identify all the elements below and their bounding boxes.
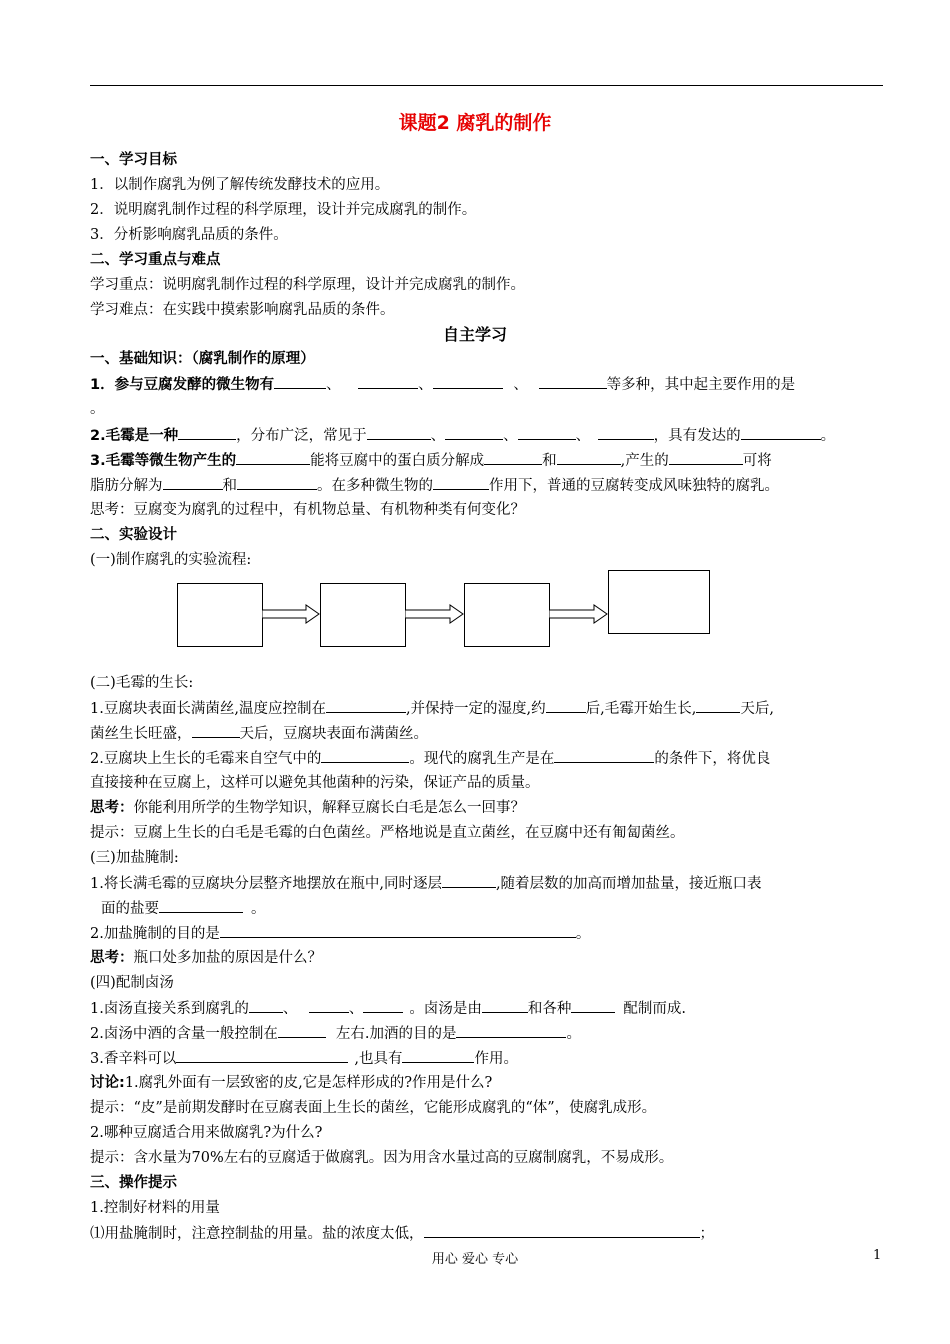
difficulty-text: 学习难点：在实践中摸索影响腐乳品质的条件。 (90, 302, 395, 318)
discuss-2: 2.哪种豆腐适合用来做腐乳?为什么? (90, 1125, 323, 1141)
blank[interactable] (220, 922, 576, 938)
footer-text: 用心 爱心 专心 (431, 1252, 519, 1267)
hint-1: 提示：豆腐上生长的白毛是毛霉的白色菌丝。严格地说是直立菌丝，在豆腐中还有匍匐菌丝。 (90, 825, 685, 841)
blank[interactable] (518, 424, 576, 440)
blank[interactable] (571, 997, 615, 1013)
blank[interactable] (278, 1022, 326, 1038)
think-2: 思考：你能利用所学的生物学知识，解释豆腐长白毛是怎么一回事？ (90, 800, 525, 816)
blank[interactable] (442, 872, 496, 888)
salt-1-cont: 面的盐要 。 (101, 897, 896, 920)
basics-heading: 一、基础知识：（腐乳制作的原理） (90, 351, 315, 367)
blank[interactable] (192, 722, 240, 738)
flow-arrow-2-icon (405, 604, 464, 624)
blank[interactable] (484, 449, 542, 465)
q3-label: 3.毛霉等微生物产生的 (90, 453, 237, 469)
blank[interactable] (696, 697, 740, 713)
blank[interactable] (539, 373, 607, 389)
salt-2: 2.加盐腌制的目的是 。 (90, 922, 885, 945)
operation-1: 1.控制好材料的用量 (90, 1200, 220, 1216)
flow-arrow-1-icon (262, 604, 320, 624)
header-rule (90, 85, 883, 86)
experiment-heading: 二、实验设计 (90, 527, 177, 543)
blank[interactable] (274, 373, 326, 389)
blank[interactable] (163, 474, 223, 490)
page-title: 课题2 腐乳的制作 (398, 112, 552, 134)
question-2: 2.毛霉是一种 ，分布广泛，常见于 、 、 、 ，具有发达的 。 (90, 424, 885, 447)
blank[interactable] (237, 474, 317, 490)
blank[interactable] (309, 997, 349, 1013)
blank[interactable] (554, 747, 654, 763)
flow-arrow-3-icon (549, 604, 608, 624)
blank[interactable] (236, 449, 310, 465)
blank[interactable] (741, 424, 821, 440)
blank[interactable] (456, 1022, 566, 1038)
blank[interactable] (433, 474, 489, 490)
discuss-1: 讨论:1.腐乳外面有一层致密的皮,它是怎样形成的?作用是什么? (90, 1075, 493, 1091)
question-1-cont: 。 (90, 401, 105, 417)
section1-heading: 一、学习目标 (90, 152, 177, 168)
blank[interactable] (433, 373, 503, 389)
think-3: 思考：瓶口处多加盐的原因是什么？ (90, 950, 322, 966)
mold-label: (二)毛霉的生长: (90, 675, 194, 691)
salt-1: 1.将长满毛霉的豆腐块分层整齐地摆放在瓶中,同时逐层 ,随着层数的加高而增加盐量，接近瓶口表 (90, 872, 885, 895)
question-3: 3.毛霉等微生物产生的 能将豆腐中的蛋白质分解成 和 ,产生的 可将 (90, 449, 885, 472)
mold-1: 1.豆腐块表面长满菌丝,温度应控制在 ,并保持一定的湿度,约 后,毛霉开始生长, 天后, (90, 697, 885, 720)
hint-3: 提示：含水量为70%左右的豆腐适于做腐乳。因为用含水量过高的豆腐制腐乳，不易成形。 (90, 1150, 674, 1166)
objective-3: 3．分析影响腐乳品质的条件。 (90, 227, 288, 243)
focus-text: 学习重点：说明腐乳制作过程的科学原理，设计并完成腐乳的制作。 (90, 277, 525, 293)
blank[interactable] (482, 997, 528, 1013)
flow-box-3[interactable] (464, 583, 550, 647)
mold-2-cont: 直接接种在豆腐上，这样可以避免其他菌种的污染，保证产品的质量。 (90, 775, 540, 791)
q1-label: 1．参与豆腐发酵的微生物有 (90, 377, 275, 393)
blank[interactable] (546, 697, 586, 713)
blank[interactable] (249, 997, 283, 1013)
objective-2: 2．说明腐乳制作过程的科学原理，设计并完成腐乳的制作。 (90, 202, 477, 218)
flow-box-4[interactable] (608, 570, 710, 634)
brine-label: (四)配制卤汤 (90, 975, 174, 991)
blank[interactable] (363, 997, 403, 1013)
brine-1: 1.卤汤直接关系到腐乳的 、 、 。卤汤是由 和各种 配制而成. (90, 997, 885, 1020)
question-3-cont: 脂肪分解为 和 。在多种微生物的 作用下，普通的豆腐转变成风味独特的腐乳。 (90, 474, 885, 497)
page-number: 1 (873, 1248, 882, 1263)
q2-label: 2.毛霉是一种 (90, 428, 179, 444)
flow-label: (一)制作腐乳的实验流程: (90, 552, 252, 568)
section2-heading: 二、学习重点与难点 (90, 252, 221, 268)
brine-2: 2.卤汤中酒的含量一般控制在 左右.加酒的目的是 。 (90, 1022, 885, 1045)
blank[interactable] (402, 1047, 474, 1063)
blank[interactable] (424, 1222, 700, 1238)
blank[interactable] (358, 373, 418, 389)
self-study-heading: 自主学习 (442, 325, 507, 344)
blank[interactable] (178, 424, 236, 440)
blank[interactable] (557, 449, 621, 465)
blank[interactable] (367, 424, 431, 440)
hint-2: 提示：“皮”是前期发酵时在豆腐表面上生长的菌丝，它能形成腐乳的“体”，使腐乳成形。 (90, 1100, 657, 1116)
salt-label: (三)加盐腌制: (90, 850, 179, 866)
blank[interactable] (445, 424, 503, 440)
question-1: 1．参与豆腐发酵的微生物有 、 、 、 等多种，其中起主要作用的是 (90, 373, 885, 396)
q1-end: 等多种，其中起主要作用的是 (606, 377, 796, 393)
objective-1: 1．以制作腐乳为例了解传统发酵技术的应用。 (90, 177, 390, 193)
flow-box-2[interactable] (320, 583, 406, 647)
think-1: 思考：豆腐变为腐乳的过程中，有机物总量、有机物种类有何变化？ (90, 502, 525, 518)
section3-heading: 三、操作提示 (90, 1175, 177, 1191)
mold-2: 2.豆腐块上生长的毛霉来自空气中的 。现代的腐乳生产是在 的条件下，将优良 (90, 747, 885, 770)
operation-2: ⑴用盐腌制时，注意控制盐的用量。盐的浓度太低， ； (90, 1222, 885, 1245)
blank[interactable] (326, 697, 406, 713)
mold-1-cont: 菌丝生长旺盛， 天后，豆腐块表面布满菌丝。 (90, 722, 885, 745)
flow-box-1[interactable] (177, 583, 263, 647)
blank[interactable] (598, 424, 654, 440)
blank[interactable] (176, 1047, 348, 1063)
blank[interactable] (669, 449, 743, 465)
blank[interactable] (321, 747, 409, 763)
brine-3: 3.香辛料可以 ,也具有 作用。 (90, 1047, 885, 1070)
blank[interactable] (159, 897, 243, 913)
